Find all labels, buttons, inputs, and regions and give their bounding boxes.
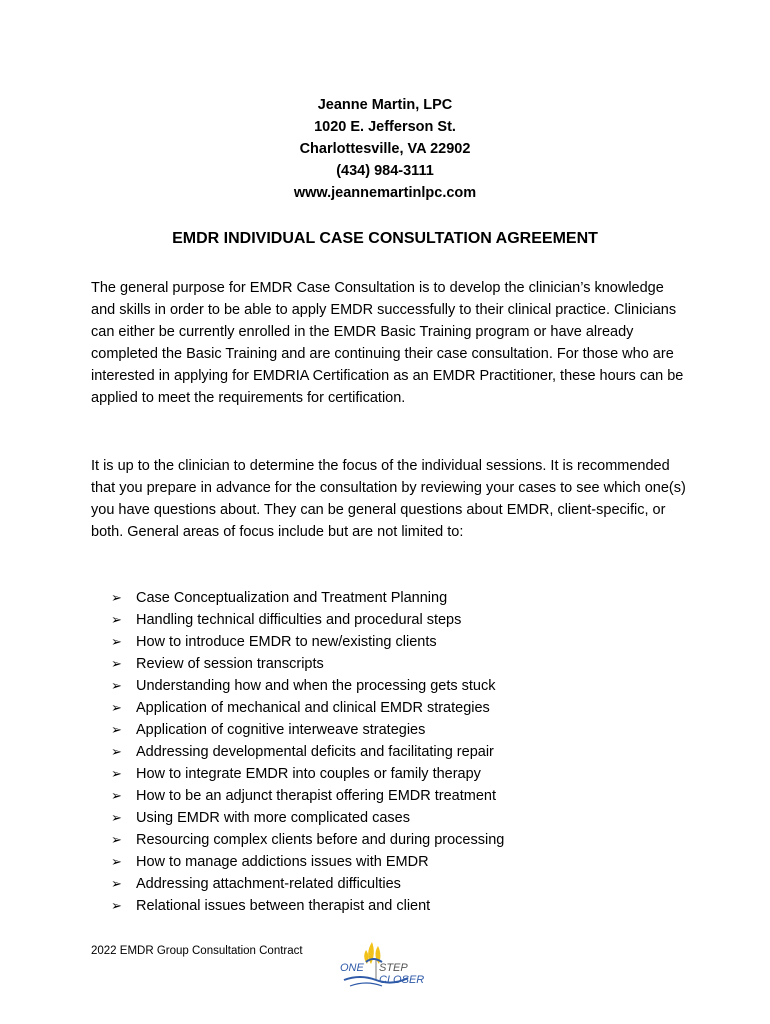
focus-area-text: Addressing attachment-related difficulties	[136, 876, 401, 892]
focus-area-text: How to be an adjunct therapist offering EMDR treatment	[136, 788, 497, 804]
focus-area-item	[111, 587, 631, 609]
focus-area-text: Understanding how and when the processing gets stuck	[136, 678, 496, 694]
focus-area-text: How to integrate EMDR into couples or family therapy	[136, 766, 481, 782]
arrow-bullet-icon: ➢	[111, 766, 122, 781]
focus-areas-list	[111, 587, 631, 917]
arrow-bullet-icon: ➢	[111, 678, 122, 693]
phone-number: (434) 984-3111	[336, 163, 434, 179]
practitioner-name: Jeanne Martin, LPC	[317, 97, 453, 113]
logo-text-closer: CLOSER	[379, 974, 425, 986]
website-link[interactable]: www.jeannemartinlpc.com	[293, 185, 477, 201]
arrow-bullet-icon: ➢	[111, 898, 122, 913]
logo-flame-icon	[364, 942, 382, 964]
arrow-bullet-icon: ➢	[111, 656, 122, 671]
focus-area-text: Review of session transcripts	[136, 656, 324, 672]
arrow-bullet-icon: ➢	[111, 876, 122, 891]
arrow-bullet-icon: ➢	[111, 832, 122, 847]
focus-area-text: Handling technical difficulties and procedural steps	[136, 612, 462, 628]
focus-area-item	[111, 785, 631, 807]
focus-area-item	[111, 807, 631, 829]
focus-area-item	[111, 741, 631, 763]
focus-area-text: Application of cognitive interweave strategies	[136, 722, 426, 738]
arrow-bullet-icon: ➢	[111, 634, 122, 649]
focus-area-text: Relational issues between therapist and client	[136, 898, 431, 914]
focus-area-item	[111, 873, 631, 895]
focus-area-item	[111, 653, 631, 675]
focus-area-item	[111, 697, 631, 719]
arrow-bullet-icon: ➢	[111, 744, 122, 759]
focus-area-item	[111, 675, 631, 697]
focus-area-text: Application of mechanical and clinical EMDR strategies	[136, 700, 490, 716]
purpose-paragraph: The general purpose for EMDR Case Consultation is to develop the clinician’s knowledge and skills in order to be able to apply EMDR successfully to their clinical practice. Clinicians can either be currently enrolled in the EMDR Basic Training program or have already completed the Basic Training and are continuing their case consultation. For those who are interested in applying for EMDRIA Certification as an EMDR Practitioner, these hours can be applied to meet the requirements for certification.	[91, 280, 684, 406]
focus-paragraph: It is up to the clinician to determine the focus of the individual sessions. It is recommended that you prepare in advance for the consultation by reviewing your cases to see which one(s) you have questions about. They can be general questions about EMDR, client-specific, or both. General areas of focus include but are not limited to:	[91, 458, 686, 540]
focus-area-item	[111, 829, 631, 851]
focus-area-item	[111, 631, 631, 653]
focus-area-text: Using EMDR with more complicated cases	[136, 810, 410, 826]
focus-area-item	[111, 719, 631, 741]
focus-area-item	[111, 895, 631, 917]
focus-area-item	[111, 763, 631, 785]
footer-contract-label: 2022 EMDR Group Consultation Contract	[91, 945, 303, 957]
one-step-closer-logo	[336, 940, 436, 992]
focus-area-item	[111, 609, 631, 631]
city-state-zip: Charlottesville, VA 22902	[299, 141, 471, 157]
letterhead	[0, 94, 770, 204]
focus-area-item	[111, 851, 631, 873]
focus-area-text: Resourcing complex clients before and during processing	[136, 832, 505, 848]
arrow-bullet-icon: ➢	[111, 612, 122, 627]
arrow-bullet-icon: ➢	[111, 788, 122, 803]
arrow-bullet-icon: ➢	[111, 700, 122, 715]
logo-wave-2	[350, 983, 382, 986]
focus-area-text: How to manage addictions issues with EMDR	[136, 854, 429, 870]
document-title: EMDR INDIVIDUAL CASE CONSULTATION AGREEMENT	[172, 230, 598, 247]
focus-area-text: Case Conceptualization and Treatment Planning	[136, 590, 448, 606]
focus-area-text: Addressing developmental deficits and facilitating repair	[136, 744, 494, 760]
focus-area-text: How to introduce EMDR to new/existing clients	[136, 634, 437, 650]
street-address: 1020 E. Jefferson St.	[314, 119, 456, 135]
arrow-bullet-icon: ➢	[111, 722, 122, 737]
arrow-bullet-icon: ➢	[111, 854, 122, 869]
logo-text-one: ONE	[340, 962, 364, 974]
arrow-bullet-icon: ➢	[111, 590, 122, 605]
arrow-bullet-icon: ➢	[111, 810, 122, 825]
logo-text-step: STEP	[379, 962, 408, 974]
